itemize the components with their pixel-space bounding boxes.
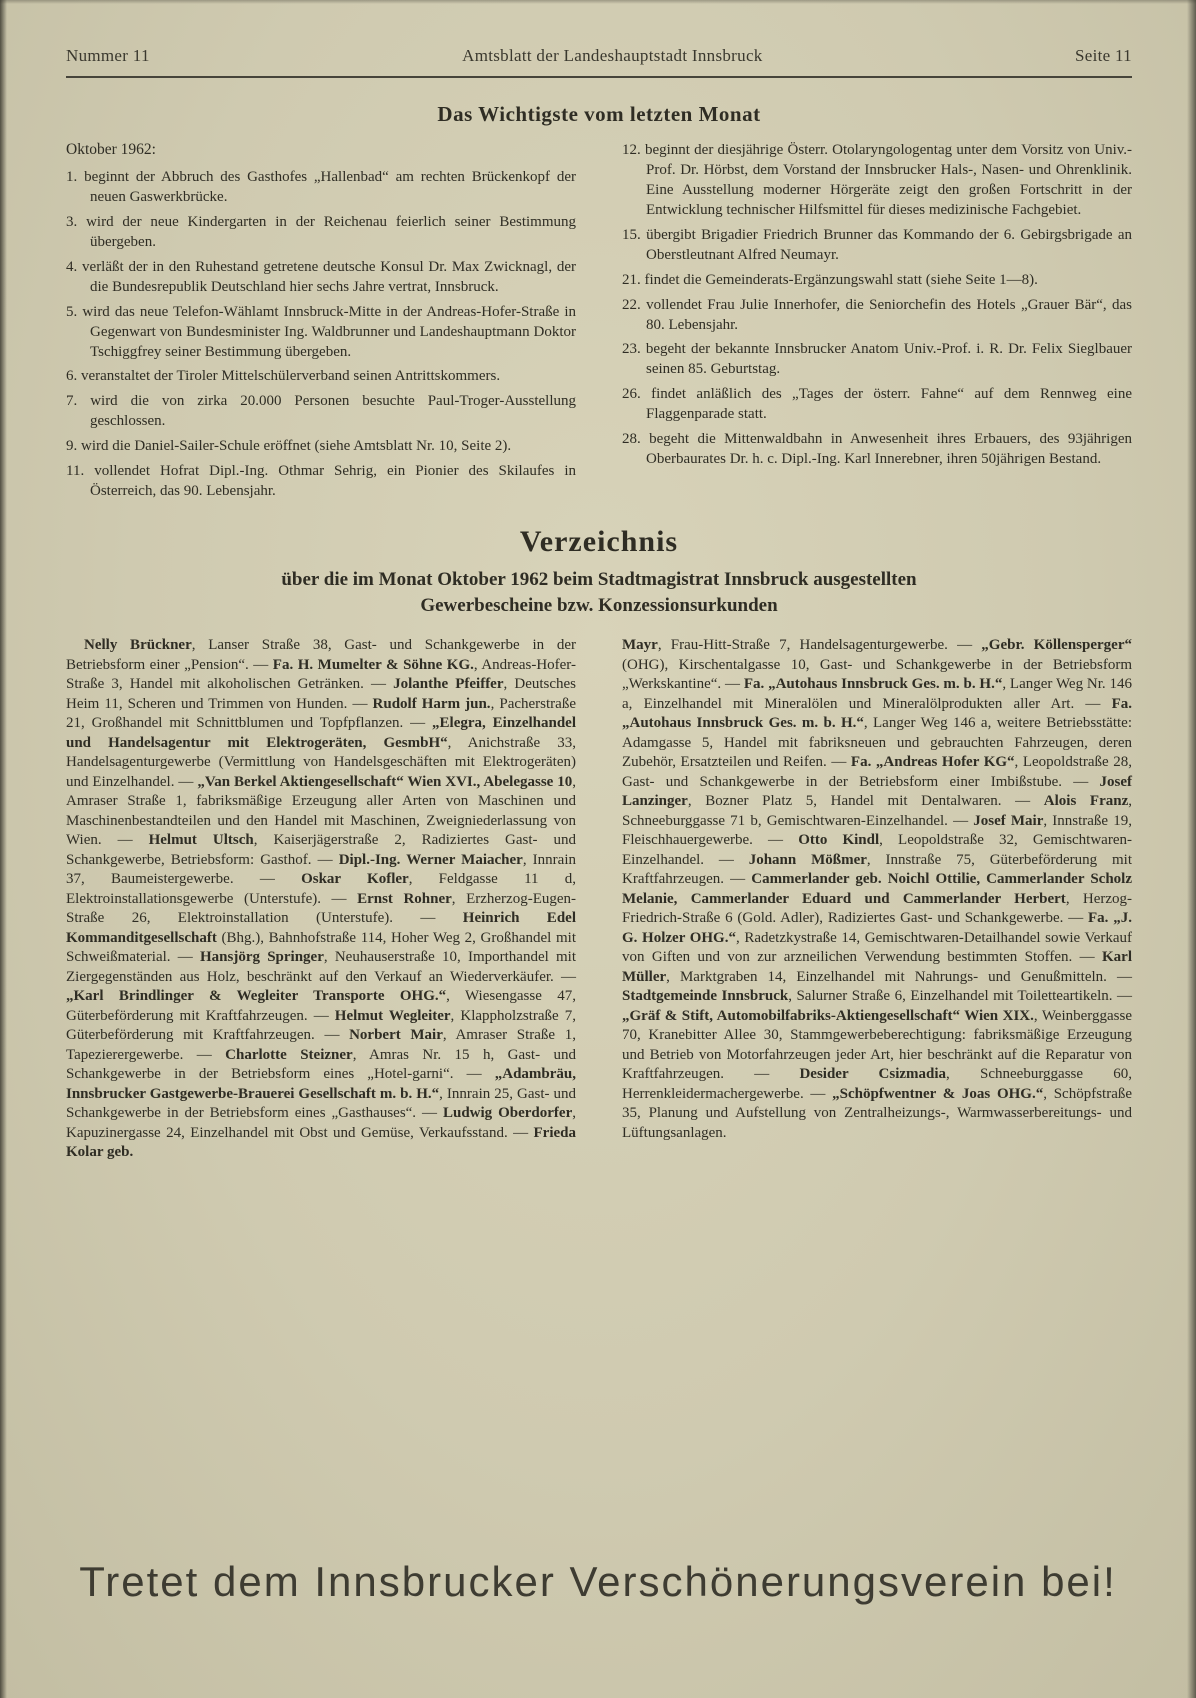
entry-text: wird das neue Telefon-Wählamt Innsbruck-Mitte in der Andreas-Hofer-Straße in Gegenwart von Bundesminister Ing. Waldbrunner und Landeshauptmann Doktor Tschiggfrey seiner Bestimmung übergeben. <box>82 303 576 360</box>
masthead <box>66 46 1132 66</box>
register-subtitle-line1: über die im Monat Oktober 1962 beim Stadtmagistrat Innsbruck ausgestellten <box>281 569 917 591</box>
monthly-entry <box>66 367 576 387</box>
entry-number: 11. <box>66 463 85 480</box>
entry-text: übergibt Brigadier Friedrich Brunner das Kommando der 6. Gebirgsbrigade an Oberstleutnant Alfred Neumayr. <box>646 226 1133 263</box>
monthly-entry <box>66 462 576 502</box>
issue-number: Nummer 11 <box>66 46 150 65</box>
page-edge-shadow-top <box>0 0 1196 4</box>
entry-text: wird der neue Kindergarten in der Reichenau feierlich seiner Bestimmung übergeben. <box>86 213 577 250</box>
monthly-left-entries <box>66 168 576 502</box>
monthly-entry <box>622 271 1132 291</box>
monthly-entry <box>622 340 1132 380</box>
masthead-rule <box>66 76 1132 78</box>
entry-number: 28. <box>622 431 641 448</box>
masthead-title: Amtsblatt der Landeshauptstadt Innsbruck <box>462 46 763 65</box>
monthly-entry <box>622 141 1132 221</box>
promo-banner: Tretet dem Innsbrucker Verschönerungsverein bei! <box>79 1558 1117 1605</box>
entry-number: 7. <box>66 393 78 410</box>
entry-number: 23. <box>622 341 641 358</box>
monthly-right-entries <box>622 141 1132 470</box>
entry-text: verläßt der in den Ruhestand getretene deutsche Konsul Dr. Max Zwicknagl, der die Bundesrepublik Deutschland hier sechs Jahre vertrat, Innsbruck. <box>82 258 577 295</box>
page-edge-shadow-right <box>1187 0 1196 1698</box>
monthly-entry <box>622 430 1132 470</box>
month-heading: Oktober 1962: <box>66 141 156 158</box>
entry-text: beginnt der diesjährige Österr. Otolaryngologentag unter dem Vorsitz von Univ.-Prof. Dr. Hörbst, dem Vorstand der Innsbrucker Hals-, Nasen- und Ohrenklinik. Eine Ausstellung moderner Hörgeräte zeigt den großen Fortschritt in der Entwicklung technischer Hilfsmittel für dieses medizinische Fachgebiet. <box>644 142 1133 218</box>
register-subtitle <box>66 567 1132 618</box>
entry-text: veranstaltet der Tiroler Mittelschülerverband seinen Antrittskommers. <box>81 368 501 385</box>
register-subtitle-line2: Gewerbescheine bzw. Konzessionsurkunden <box>420 594 778 616</box>
entry-text: vollendet Hofrat Dipl.-Ing. Othmar Sehrig, ein Pionier des Skilaufes in Österreich, das 90. Lebensjahr. <box>90 463 577 500</box>
entry-number: 15. <box>622 226 641 243</box>
entry-number: 26. <box>622 386 641 403</box>
entry-text: wird die von zirka 20.000 Personen besuchte Paul-Troger-Ausstellung geschlossen. <box>90 393 577 430</box>
entry-text: findet anläßlich des „Tages der österr. Fahne“ auf dem Rennweg eine Flaggenparade statt. <box>646 386 1133 423</box>
entry-number: 12. <box>622 142 641 158</box>
monthly-entry <box>622 296 1132 336</box>
entry-number: 9. <box>66 438 78 455</box>
entry-text: wird die Daniel-Sailer-Schule eröffnet (siehe Amtsblatt Nr. 10, Seite 2). <box>81 438 512 455</box>
register-right-column: Mayr, Frau-Hitt-Straße 7, Handelsagenturgewerbe. — „Gebr. Köllensperger“ (OHG), Kirschentalgasse 10, Gast- und Schankgewerbe in der Betriebsform „Werkskantine“. — Fa. „Autohaus Innsbruck Ges. m. b. H.“, Langer Weg Nr. 146 a, Einzelhandel mit Mineralölen und Mineralölprodukten aller Art. — Fa. „Autohaus Innsbruck Ges. m. b. H.“, Langer Weg 146 a, weitere Betriebsstätte: Adamgasse 5, Handel mit fabriksneuen und gebrauchten Fahrzeugen, deren Zubehör, Ersatzteilen und Reifen. — Fa. „Andreas Hofer KG“, Leopoldstraße 28, Gast- und Schankgewerbe in der Betriebsform einer Imbißstube. — Josef Lanzinger, Bozner Platz 5, Handel mit Dentalwaren. — Alois Franz, Schneeburggasse 71 b, Gemischtwaren-Einzelhandel. — Josef Mair, Innstraße 19, Fleischhauergewerbe. — Otto Kindl, Leopoldstraße 32, Gemischtwaren-Einzelhandel. — Johann Mößmer, Innstraße 75, Güterbeförderung mit Kraftfahrzeugen. — Cammerlander geb. Noichl Ottilie, Cammerlander Scholz Melanie, Cammerlander Eduard und Cammerlander Herbert, Herzog-Friedrich-Straße 6 (Gold. Adler), Radiziertes Gast- und Schankgewerbe. — Fa. „J. G. Holzer OHG.“, Radetzkystraße 14, Gemischtwaren-Detailhandel sowie Verkauf von Giften und von zur arzneilichen Verwendung bestimmten Stoffen. — Karl Müller, Marktgraben 14, Einzelhandel mit Nahrungs- und Genußmitteln. — Stadtgemeinde Innsbruck, Salurner Straße 6, Einzelhandel mit Toiletteartikeln. — „Gräf & Stift, Automobilfabriks-Aktiengesellschaft“ Wien XIX., Weinberggasse 70, Kranebitter Allee 30, Stammgewerbeberechtigung: fabriksmäßige Erzeugung und Betrieb von Motorfahrzeugen jeder Art, hier beschränkt auf die Reparatur von Kraftfahrzeugen. — Desider Csizmadia, Schneeburggasse 60, Herrenkleidermachergewerbe. — „Schöpfwentner & Joas OHG.“, Schöpfstraße 35, Planung und Aufstellung von Zentralheizungs-, Warmwasserbereitungs- und Lüftungsanlagen. <box>622 637 1133 1141</box>
monthly-entry <box>66 258 576 298</box>
entry-text: vollendet Frau Julie Innerhofer, die Seniorchefin des Hotels „Grauer Bär“, das 80. Lebensjahr. <box>646 296 1133 333</box>
entry-text: beginnt der Abbruch des Gasthofes „Hallenbad“ am rechten Brückenkopf der neuen Gaswerkbrücke. <box>84 169 576 205</box>
monthly-entry <box>66 437 576 457</box>
register-title: Verzeichnis <box>519 525 679 559</box>
monthly-right-column <box>622 141 1132 507</box>
entry-number: 4. <box>66 258 78 275</box>
entry-number: 6. <box>66 368 78 385</box>
entry-number: 21. <box>622 271 641 288</box>
monthly-entry <box>66 303 576 363</box>
register-left-column: Nelly Brückner, Lanser Straße 38, Gast- und Schankgewerbe in der Betriebsform einer „Pension“. — Fa. H. Mumelter & Söhne KG., Andreas-Hofer-Straße 3, Handel mit alkoholischen Getränken. — Jolanthe Pfeiffer, Deutsches Heim 11, Scheren und Trimmen von Hunden. — Rudolf Harm jun., Pacherstraße 21, Großhandel mit Schnittblumen und Topfpflanzen. — „Elegra, Einzelhandel und Handelsagentur mit Elektrogeräten, GesmbH“, Anichstraße 33, Handelsagenturgewerbe (Vermittlung von Handelsgeschäften mit Elektrogeräten) und Einzelhandel. — „Van Berkel Aktiengesellschaft“ Wien XVI., Abelegasse 10, Amraser Straße 1, fabriksmäßige Erzeugung aller Arten von Maschinen und Maschinenbestandteilen und den Handel mit Maschinen, Zweigniederlassung von Wien. — Helmut Ultsch, Kaiserjägerstraße 2, Radiziertes Gast- und Schankgewerbe, Betriebsform: Gasthof. — Dipl.-Ing. Werner Maiacher, Innrain 37, Baumeistergewerbe. — Oskar Kofler, Feldgasse 11 d, Elektroinstallationsgewerbe (Unterstufe). — Ernst Rohner, Erzherzog-Eugen-Straße 26, Elektroinstallation (Unterstufe). — Heinrich Edel Kommanditgesellschaft (Bhg.), Bahnhofstraße 114, Hoher Weg 2, Großhandel mit Schweißmaterial. — Hansjörg Springer, Neuhauserstraße 10, Importhandel mit Ziergegenständen aus Holz, beschränkt auf den Verkauf an Wiederverkäufer. — „Karl Brindlinger & Wegleiter Transporte OHG.“, Wiesengasse 47, Güterbeförderung mit Kraftfahrzeugen. — Helmut Wegleiter, Klappholzstraße 7, Güterbeförderung mit Kraftfahrzeugen. — Norbert Mair, Amraser Straße 1, Tapezierergewerbe. — Charlotte Steizner, Amras Nr. 15 h, Gast- und Schankgewerbe in der Betriebsform eines „Hotel-garni“. — „Adambräu, Innsbrucker Gastgewerbe-Brauerei Gesellschaft m. b. H.“, Innrain 25, Gast- und Schankgewerbe in der Betriebsform eines „Gasthauses“. — Ludwig Oberdorfer, Kapuzinergasse 24, Einzelhandel mit Obst und Gemüse, Verkaufsstand. — Frieda Kolar geb. <box>66 637 577 1161</box>
monthly-columns <box>66 141 1132 507</box>
entry-number: 22. <box>622 296 641 313</box>
entry-number: 1. <box>66 169 78 185</box>
monthly-entry <box>66 392 576 432</box>
page-number: Seite 11 <box>1074 46 1132 65</box>
monthly-title: Das Wichtigste vom letzten Monat <box>437 102 761 126</box>
register-columns <box>66 636 1132 1163</box>
entry-text: begeht der bekannte Innsbrucker Anatom Univ.-Prof. i. R. Dr. Felix Sieglbauer seinen 85. Geburtstag. <box>645 341 1133 378</box>
page-edge-shadow-left <box>0 0 7 1698</box>
monthly-entry <box>622 226 1132 266</box>
entry-number: 3. <box>66 213 78 230</box>
entry-number: 5. <box>66 303 78 320</box>
monthly-entry <box>622 385 1132 425</box>
entry-text: findet die Gemeinderats-Ergänzungswahl statt (siehe Seite 1—8). <box>644 271 1038 288</box>
monthly-left-column <box>66 141 576 507</box>
monthly-entry <box>66 213 576 253</box>
entry-text: begeht die Mittenwaldbahn in Anwesenheit ihres Erbauers, des 93jährigen Oberbaurates Dr. h. c. Dipl.-Ing. Karl Innerebner, ihren 50jährigen Bestand. <box>646 431 1132 468</box>
monthly-entry <box>66 168 576 208</box>
